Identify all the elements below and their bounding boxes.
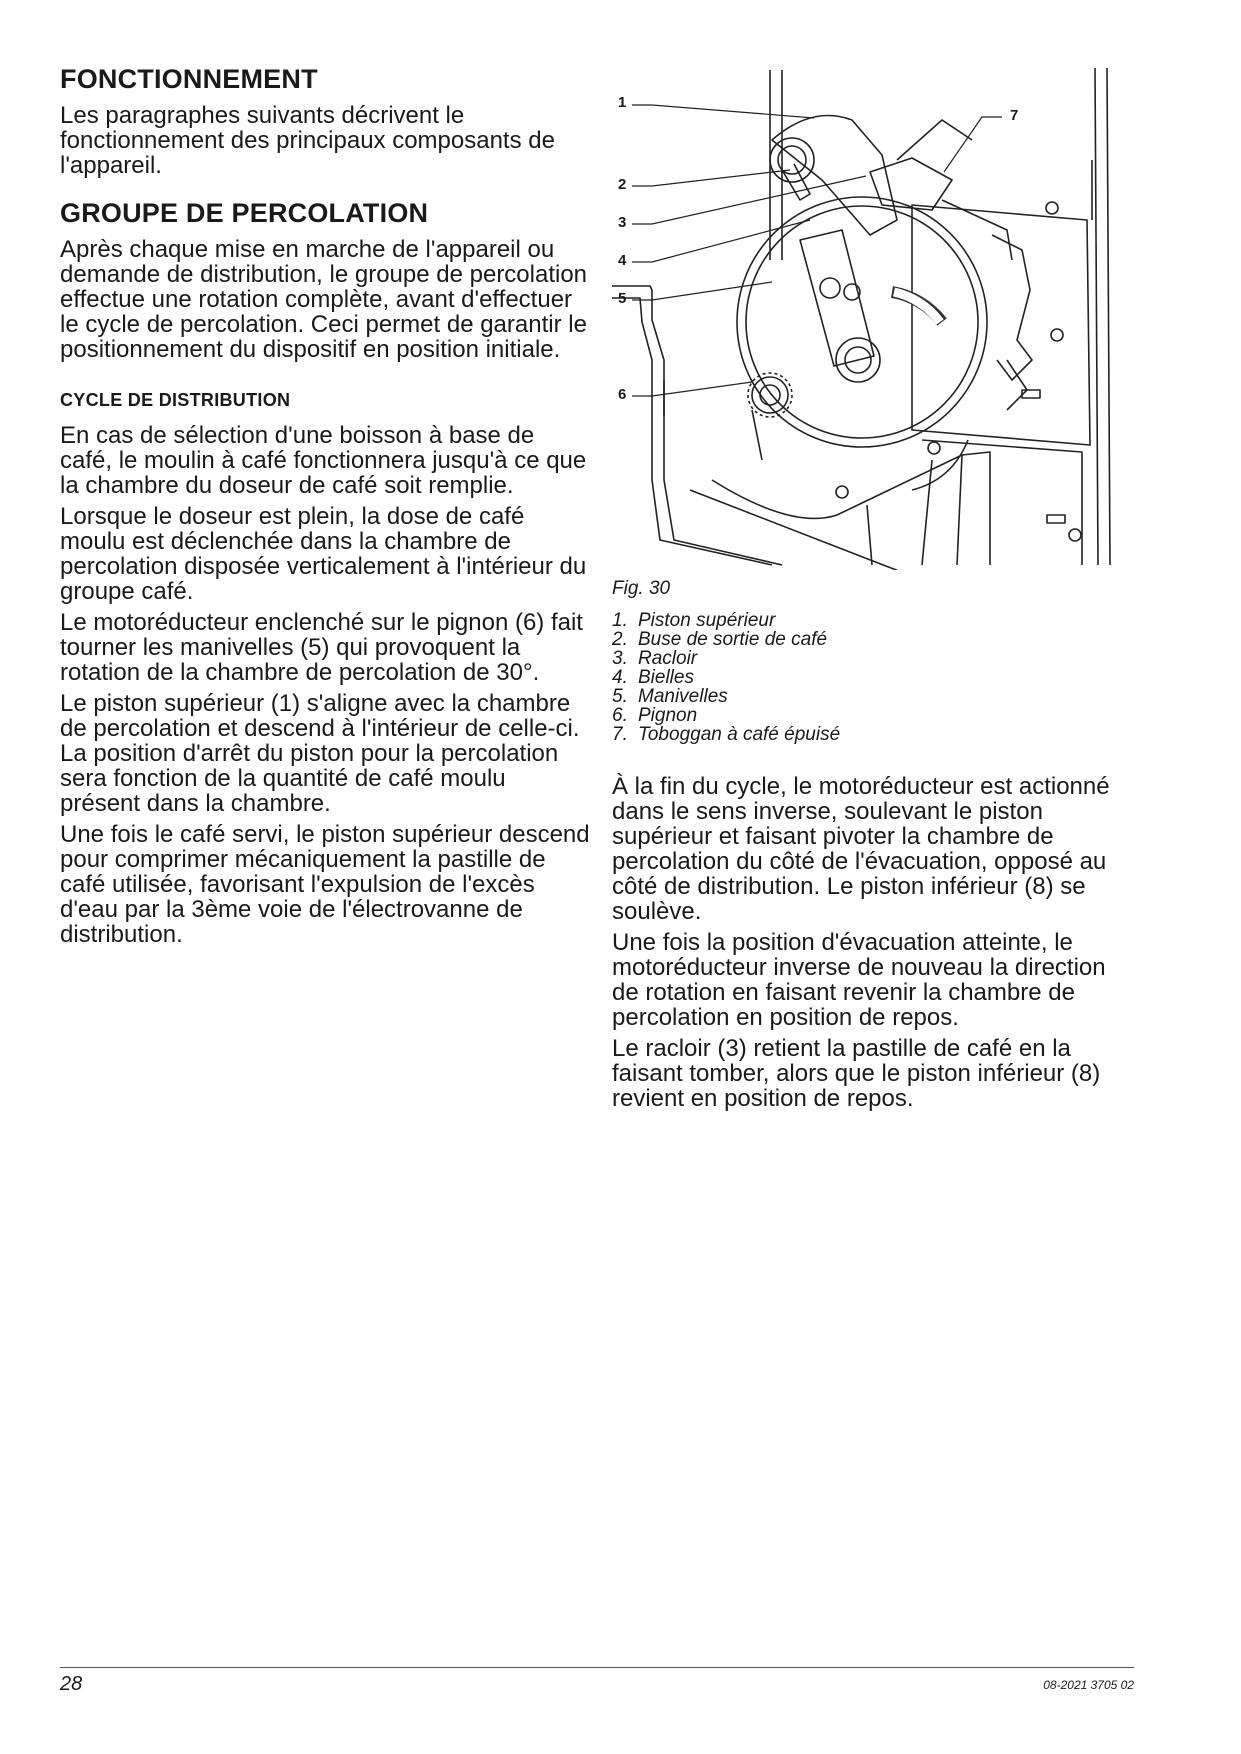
intro-paragraph: Les paragraphes suivants décrivent le fonctionnement des principaux composants de l'appareil. — [60, 102, 555, 179]
legend-item: 6. Pignon — [612, 705, 698, 726]
legend-item: 3. Racloir — [612, 648, 698, 669]
cycle-paragraph-1: En cas de sélection d'une boisson à base de café, le moulin à café fonctionnera jusqu'à ce que la chambre du doseur de café soit remplie. — [60, 422, 587, 499]
cycle-paragraph-2: Lorsque le doseur est plein, la dose de café moulu est déclenchée dans la chambre de percolation disposée verticalement à l'intérieur du groupe café. — [60, 503, 587, 605]
section-title-groupe: GROUPE DE PERCOLATION — [60, 198, 429, 228]
cycle-paragraph-5: Une fois le café servi, le piston supérieur descend pour comprimer mécaniquement la pastille de café utilisée, favorisant l'expulsion de l'excès d'eau par la 3ème voie de l'électrovanne de distribution. — [60, 821, 590, 948]
legend-item: 7. Toboggan à café épuisé — [612, 724, 841, 745]
footer-divider — [60, 1667, 1134, 1668]
subsection-title-cycle: CYCLE DE DISTRIBUTION — [60, 390, 291, 410]
callout-2: 2 — [618, 176, 627, 193]
figure-30 — [612, 60, 1132, 570]
groupe-paragraph: Après chaque mise en marche de l'appareil ou demande de distribution, le groupe de percolation effectue une rotation complète, avant d'effectuer le cycle de percolation. Ceci permet de garantir le positionnement du dispositif en position initiale. — [60, 236, 588, 363]
callout-3: 3 — [618, 214, 627, 231]
cycle-paragraph-4: Le piston supérieur (1) s'aligne avec la chambre de percolation et descend à l'intérieur de celle-ci. La position d'arrêt du piston pour la percolation sera fonction de la quantité de café moulu présent dans la chambre. — [60, 690, 580, 817]
legend-item: 2. Buse de sortie de café — [612, 629, 828, 650]
left-column — [60, 64, 590, 953]
callout-7: 7 — [1010, 107, 1019, 124]
figure-legend — [612, 611, 1132, 744]
callout-6: 6 — [618, 386, 627, 403]
callout-1: 1 — [618, 94, 627, 111]
right-paragraph-2: Une fois la position d'évacuation atteinte, le motoréducteur inverse de nouveau la direction de rotation en faisant revenir la chambre de percolation en position de repos. — [612, 929, 1106, 1031]
right-paragraph-3: Le racloir (3) retient la pastille de café en la faisant tomber, alors que le piston inférieur (8) revient en position de repos. — [612, 1035, 1101, 1112]
figure-caption — [612, 576, 1132, 744]
legend-item: 5. Manivelles — [612, 686, 728, 707]
right-column — [612, 60, 1132, 1117]
document-code: 08-2021 3705 02 — [1043, 1678, 1134, 1692]
right-paragraph-1: À la fin du cycle, le motoréducteur est actionné dans le sens inverse, soulevant le piston supérieur et faisant pivoter la chambre de percolation du côté de l'évacuation, opposé au côté de distribution. Le piston inférieur (8) se soulève. — [612, 773, 1110, 925]
callout-4: 4 — [618, 252, 627, 269]
legend-item: 4. Bielles — [612, 667, 694, 688]
page-number: 28 — [60, 1673, 83, 1695]
legend-item: 1. Piston supérieur — [612, 610, 776, 631]
figure-title: Fig. 30 — [612, 578, 671, 599]
callout-5: 5 — [618, 290, 627, 307]
section-title-fonctionnement: FONCTIONNEMENT — [60, 64, 318, 94]
cycle-paragraph-3: Le motoréducteur enclenché sur le pignon (6) fait tourner les manivelles (5) qui provoquent la rotation de la chambre de percolation de 30°. — [60, 609, 583, 686]
brewing-group-illustration — [612, 60, 1132, 570]
